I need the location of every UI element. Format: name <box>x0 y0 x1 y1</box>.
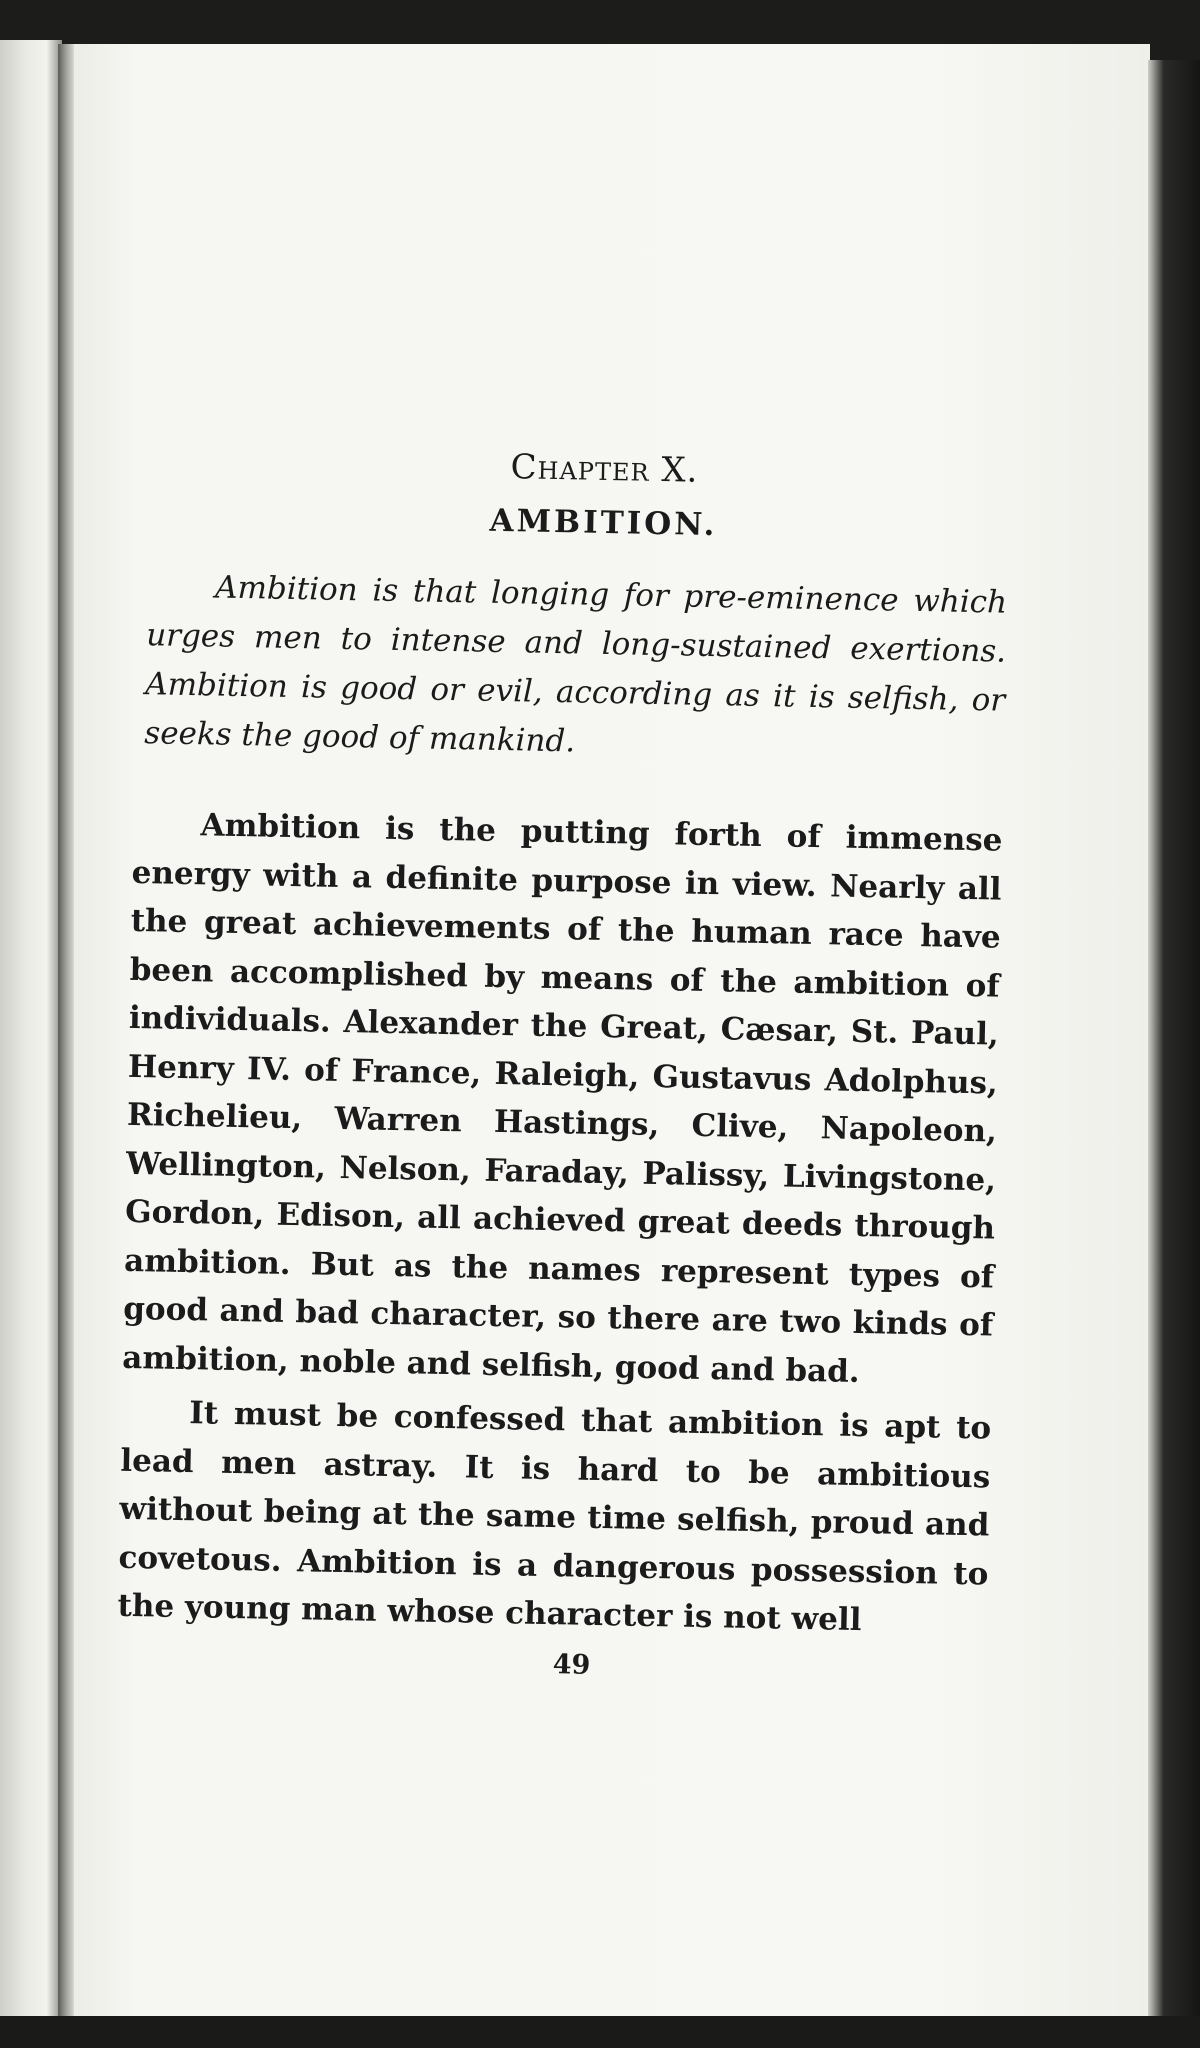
chapter-epigraph: Ambition is that longing for pre-eminence which urges men to intense and long-sustained exertions. Ambition is good or evil, according as it is selfish, or seeks the good of mankind. <box>144 569 1008 760</box>
page-gutter-shadow <box>58 44 74 2016</box>
page-text-block <box>116 440 1009 1688</box>
bottom-scan-edge <box>0 2016 1200 2048</box>
page-number: 49 <box>552 1648 591 1681</box>
right-page-edge <box>1148 60 1200 2048</box>
body-paragraph-2: It must be confessed that ambition is apt to lead men astray. It is hard to be ambitious without being at the same time selfish, proud and covetous. Ambition is a dangerous possession to the young man whose character is not well <box>117 1395 992 1639</box>
chapter-heading: Chapter X. <box>510 447 699 491</box>
body-paragraph-1: Ambition is the putting forth of immense energy with a definite purpose in view. Nearly all the great achievements of the human race have been accomplished by means of the ambition of individuals. Alexander the Great, Cæsar, St. Paul, Henry IV. of France, Raleigh, Gustavus Adolphus, Richelieu, Warren Hastings, Clive, Napoleon, Wellington, Nelson, Faraday, Palissy, Livingstone, Gordon, Edison, all achieved great deeds through ambition. But as the names represent types of good and bad character, so there are two kinds of ambition, noble and selfish, good and bad. <box>122 807 1003 1390</box>
chapter-title: AMBITION. <box>489 502 718 544</box>
left-page-edge <box>0 40 62 2020</box>
